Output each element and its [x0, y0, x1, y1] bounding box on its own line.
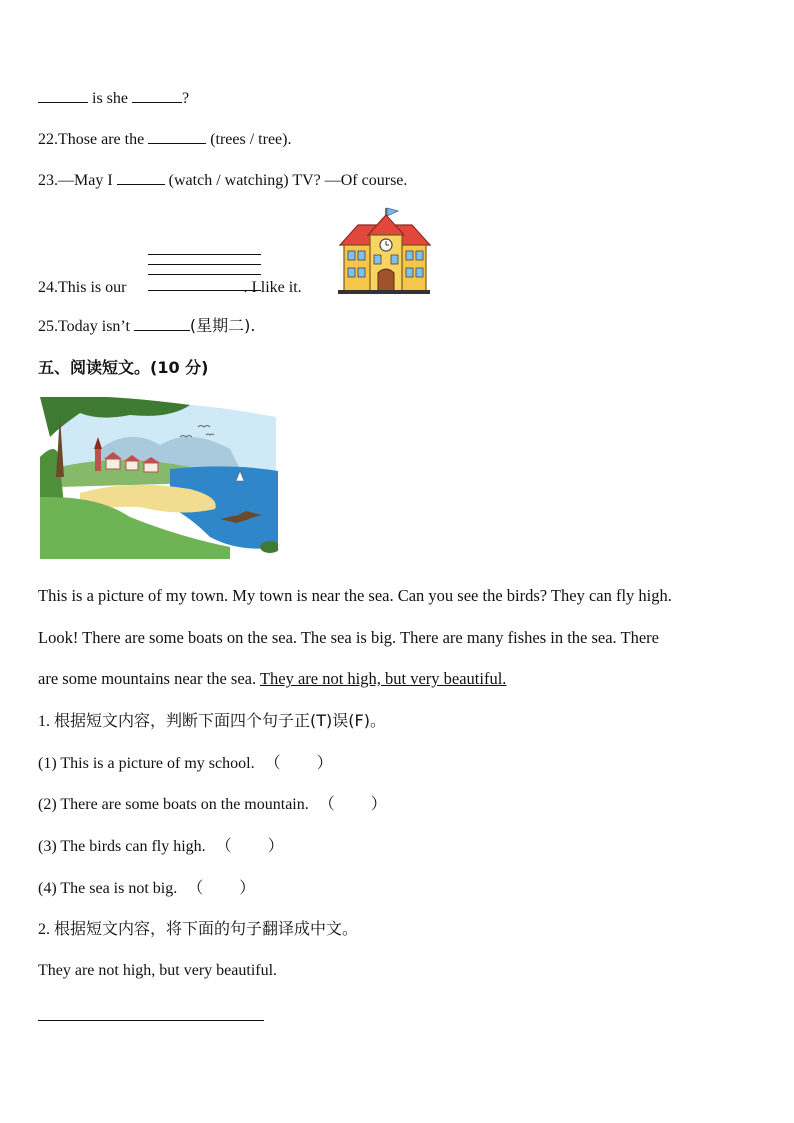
- task-number: 2.: [38, 921, 50, 938]
- item-text: The birds can fly high.: [60, 838, 206, 855]
- question-options: (watch / watching) TV? —Of course.: [168, 172, 408, 189]
- passage-line: Look! There are some boats on the sea. The sea is big. There are many fishes in the sea. There: [38, 628, 659, 647]
- translation-sentence: They are not high, but very beautiful.: [38, 962, 278, 979]
- true-false-item: [38, 753, 333, 774]
- passage-text: are some mountains near the sea.: [38, 669, 257, 688]
- section-heading: 五、阅读短文。(10 分): [38, 358, 209, 377]
- answer-paren-open: （: [187, 878, 204, 897]
- question-hint: (星期二).: [189, 316, 256, 335]
- item-text: The sea is not big.: [60, 880, 178, 897]
- answer-paren-open: （: [318, 794, 335, 813]
- task-instruction: 根据短文内容，将下面的句子翻译成中文。: [54, 919, 359, 938]
- underlined-sentence: They are not high, but very beautiful.: [259, 669, 507, 688]
- item-number: (2): [38, 796, 57, 813]
- answer-paren-open: （: [215, 836, 232, 855]
- question-options: (trees / tree).: [210, 131, 292, 148]
- task-1-title: [38, 711, 386, 732]
- school-building-image: [336, 205, 432, 295]
- true-false-item: [38, 836, 284, 857]
- item-text: This is a picture of my school.: [60, 755, 255, 772]
- answer-blank[interactable]: [38, 88, 88, 103]
- question-23: [38, 170, 407, 191]
- true-false-item: [38, 878, 255, 899]
- question-number: 23.: [38, 172, 58, 189]
- question-number: 22.: [38, 131, 58, 148]
- question-number: 24.: [38, 279, 58, 296]
- answer-blank[interactable]: [134, 316, 190, 331]
- question-text: This is our: [58, 279, 127, 296]
- answer-blank[interactable]: [117, 170, 165, 185]
- question-number: 25.: [38, 318, 58, 335]
- answer-blank[interactable]: [132, 88, 182, 103]
- answer-line[interactable]: [38, 1020, 264, 1021]
- question-mark: ?: [182, 90, 190, 107]
- item-number: (4): [38, 880, 57, 897]
- item-number: (3): [38, 838, 57, 855]
- task-number: 1.: [38, 713, 50, 730]
- question-22: [38, 129, 291, 150]
- answer-paren-close: ）: [239, 878, 256, 897]
- question-24: [38, 278, 302, 298]
- answer-blank[interactable]: [148, 129, 206, 144]
- answer-paren-close: ）: [370, 794, 387, 813]
- passage-line: This is a picture of my town. My town is near the sea. Can you see the birds? They can fly high.: [38, 586, 672, 605]
- question-25: [38, 316, 256, 337]
- answer-paren-open: （: [264, 753, 281, 772]
- question-text-end: . I like it.: [243, 279, 302, 296]
- question-text: is she: [92, 90, 128, 107]
- true-false-item: [38, 794, 387, 815]
- task-2-title: [38, 919, 358, 940]
- answer-paren-close: ）: [267, 836, 284, 855]
- question-text: —May I: [58, 172, 113, 189]
- item-text: There are some boats on the mountain.: [60, 796, 309, 813]
- seaside-town-image: [40, 397, 278, 559]
- task-instruction: 根据短文内容，判断下面四个句子正(T)误(F)。: [54, 711, 386, 730]
- passage-line: [38, 669, 506, 689]
- question-21: [38, 88, 189, 109]
- question-text: Today isn’t: [58, 318, 130, 335]
- item-number: (1): [38, 755, 57, 772]
- question-text: Those are the: [58, 131, 145, 148]
- answer-paren-close: ）: [316, 753, 333, 772]
